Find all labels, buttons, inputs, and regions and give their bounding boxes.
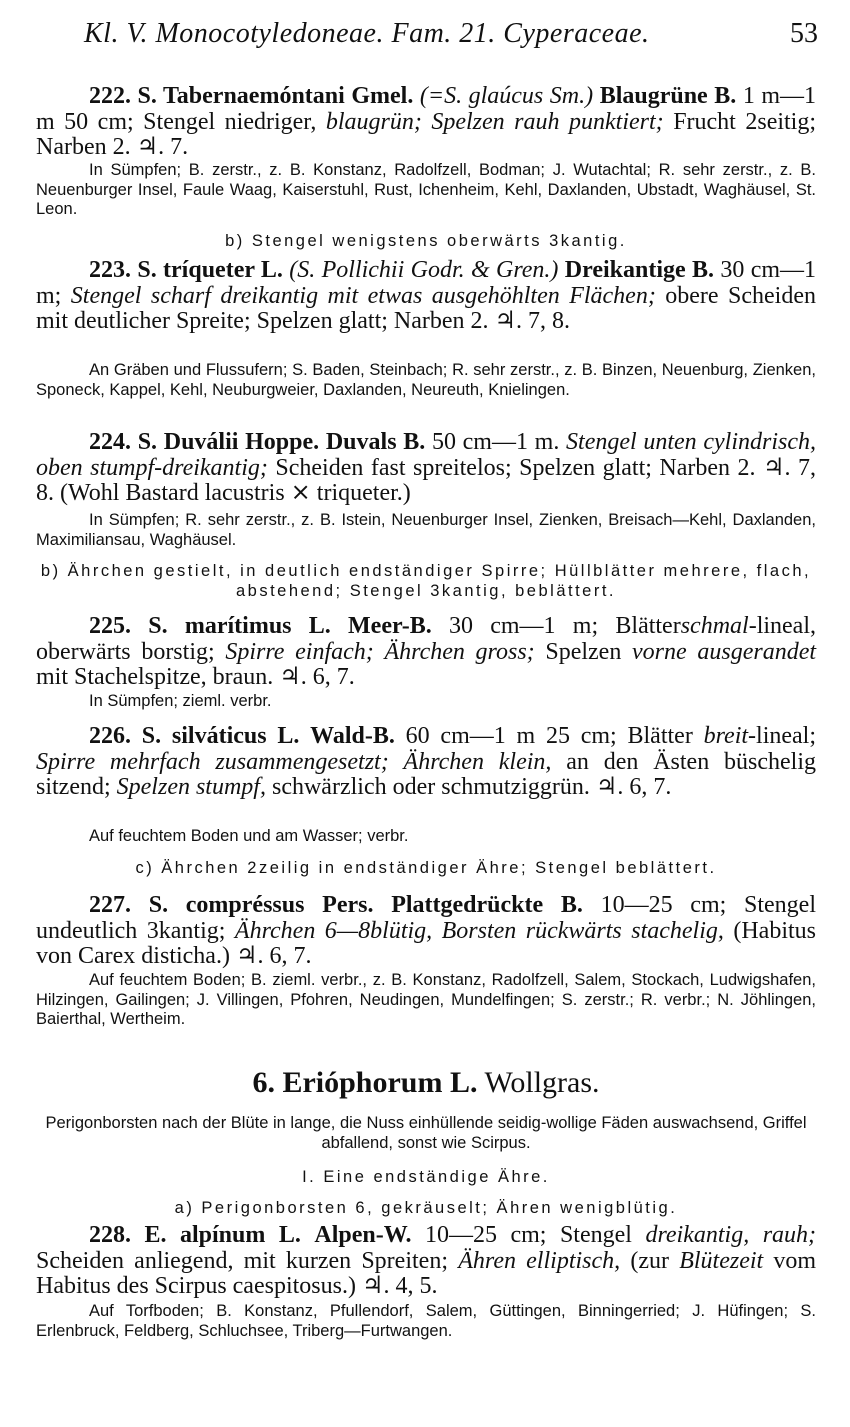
entry-name: 228. E. alpínum L. [89, 1222, 301, 1248]
entry-222: 222. S. Tabernaemóntani Gmel. (=S. glaúcus Sm.) Blaugrüne B. 1 m—1 m 50 cm; Stengel niedriger, blaugrün; Spelzen rauh punktiert; Frucht 2seitig; Narben 2. ♃. 7. [36, 83, 817, 160]
entry-227-localities: Auf feuchtem Boden; B. zieml. verbr., z. B. Konstanz, Radolfzell, Salem, Stockach, Ludwigshafen, Hilzingen, Gailingen; J. Villingen, Pfohren, Neudingen, Mundelfingen; S. zerstr.; R. verbr.; N. Jöhlingen, Baierthal, Wertheim. [36, 971, 816, 1028]
entry-227: 227. S. compréssus Pers. Plattgedrückte B. 10—25 cm; Stengel undeutlich 3kantig; Ährchen 6—8blütig, Borsten rückwärts stachelig, (Habitus von Carex disticha.) ♃. 6, 7. [36, 892, 817, 969]
page-number: 53 [790, 18, 818, 49]
entry-222-localities: In Sümpfen; B. zerstr., z. B. Konstanz, Radolfzell, Bodman; J. Wutachtal; R. sehr zerstr., z. B. Neuenburger Insel, Faule Waag, Kaiserstuhl, Rust, Ichenheim, Kehl, Daxlanden, Ubstadt, Waghäusel, St. Leon. [36, 161, 816, 218]
common-name: Dreikantige B. [564, 257, 715, 283]
section-title [36, 1066, 816, 1100]
running-header [32, 18, 818, 58]
subheading: I. Eine endständige Ähre. [302, 1168, 550, 1186]
entry-228: 228. E. alpínum L. Alpen-W. 10—25 cm; Stengel dreikantig, rauh; Scheiden anliegend, mit kurzen Spreiten; Ähren elliptisch, (zur Blütezeit vom Habitus des Scirpus caespitosus.) ♃. 4, 5. [36, 1222, 817, 1299]
common-name: Alpen-W. [314, 1222, 412, 1248]
entry-name: 225. S. marítimus L. [89, 613, 331, 639]
entry-224-localities: In Sümpfen; R. sehr zerstr., z. B. Istein, Neuenburger Insel, Zienken, Breisach—Kehl, Daxlanden, Maximiliansau, Waghäusel. [36, 511, 816, 549]
entry-226-localities: Auf feuchtem Boden und am Wasser; verbr. [89, 827, 409, 845]
entry-228-localities: Auf Torfboden; B. Konstanz, Pfullendorf, Salem, Güttingen, Binningerried; J. Hüfingen; S. Erlenbruck, Feldberg, Schluchsee, Triberg—Furtwangen. [36, 1302, 816, 1340]
common-name: Blaugrüne B. [599, 83, 737, 109]
entry-name: 224. S. Duválii Hoppe. [89, 429, 320, 455]
genus-name: 6. Erióphorum L. [252, 1066, 478, 1099]
entry-225: 225. S. marítimus L. Meer-B. 30 cm—1 m; Blätterschmal-lineal, oberwärts borstig; Spirre einfach; Ährchen gross; Spelzen vorne ausgerandet mit Stachelspitze, braun. ♃. 6, 7. [36, 613, 817, 690]
genus-common-name: Wollgras. [484, 1066, 600, 1099]
subheading: c) Ährchen 2zeilig in endständiger Ähre; Stengel beblättert. [135, 859, 717, 877]
synonym: (=S. glaúcus Sm.) [419, 83, 594, 109]
entry-name: 223. S. tríqueter L. [89, 257, 283, 283]
entry-224: 224. S. Duválii Hoppe. Duvals B. 50 cm—1 m. Stengel unten cylindrisch, oben stumpf-dreikantig; Scheiden fast spreitelos; Spelzen glatt; Narben 2. ♃. 7, 8. (Wohl Bastard lacustris ⨯ triqueter.) [36, 429, 817, 506]
entry-name: 226. S. silváticus L. [89, 723, 300, 749]
common-name: Plattgedrückte B. [391, 892, 583, 918]
common-name: Meer-B. [348, 613, 432, 639]
subheading: b) Ährchen gestielt, in deutlich endständiger Spirre; Hüllblätter mehrere, flach, abstehend; Stengel 3kantig, beblättert. [40, 562, 812, 600]
common-name: Wald-B. [310, 723, 395, 749]
entry-223: 223. S. tríqueter L. (S. Pollichii Godr. & Gren.) Dreikantige B. 30 cm—1 m; Stengel scharf dreikantig mit etwas ausgehöhlten Flächen; obere Scheiden mit deutlicher Spreite; Spelzen glatt; Narben 2. ♃. 7, 8. [36, 257, 817, 334]
entry-name: 222. S. Tabernaemóntani Gmel. [89, 83, 414, 109]
synonym: (S. Pollichii Godr. & Gren.) [289, 257, 559, 283]
header-title: Kl. V. Monocotyledoneae. Fam. 21. Cyperaceae. [84, 18, 650, 49]
section-description: Perigonborsten nach der Blüte in lange, die Nuss einhüllende seidig-wollige Fäden auswachsend, Griffel abfallend, sonst wie Scirpus. [45, 1114, 807, 1152]
common-name: Duvals B. [325, 429, 426, 455]
entry-225-localities: In Sümpfen; zieml. verbr. [89, 692, 272, 710]
subheading: b) Stengel wenigstens oberwärts 3kantig. [225, 232, 627, 250]
entry-name: 227. S. compréssus Pers. [89, 892, 374, 918]
entry-226: 226. S. silváticus L. Wald-B. 60 cm—1 m 25 cm; Blätter breit-lineal; Spirre mehrfach zusammengesetzt; Ährchen klein, an den Ästen büschelig sitzend; Spelzen stumpf, schwärzlich oder schmutziggrün. ♃. 6, 7. [36, 723, 817, 800]
subheading: a) Perigonborsten 6, gekräuselt; Ähren wenigblütig. [174, 1199, 678, 1217]
entry-223-localities: An Gräben und Flussufern; S. Baden, Steinbach; R. sehr zerstr., z. B. Binzen, Neuenburg, Zienken, Sponeck, Kappel, Kehl, Neuburgweier, Daxlanden, Neureuth, Knielingen. [36, 361, 816, 399]
